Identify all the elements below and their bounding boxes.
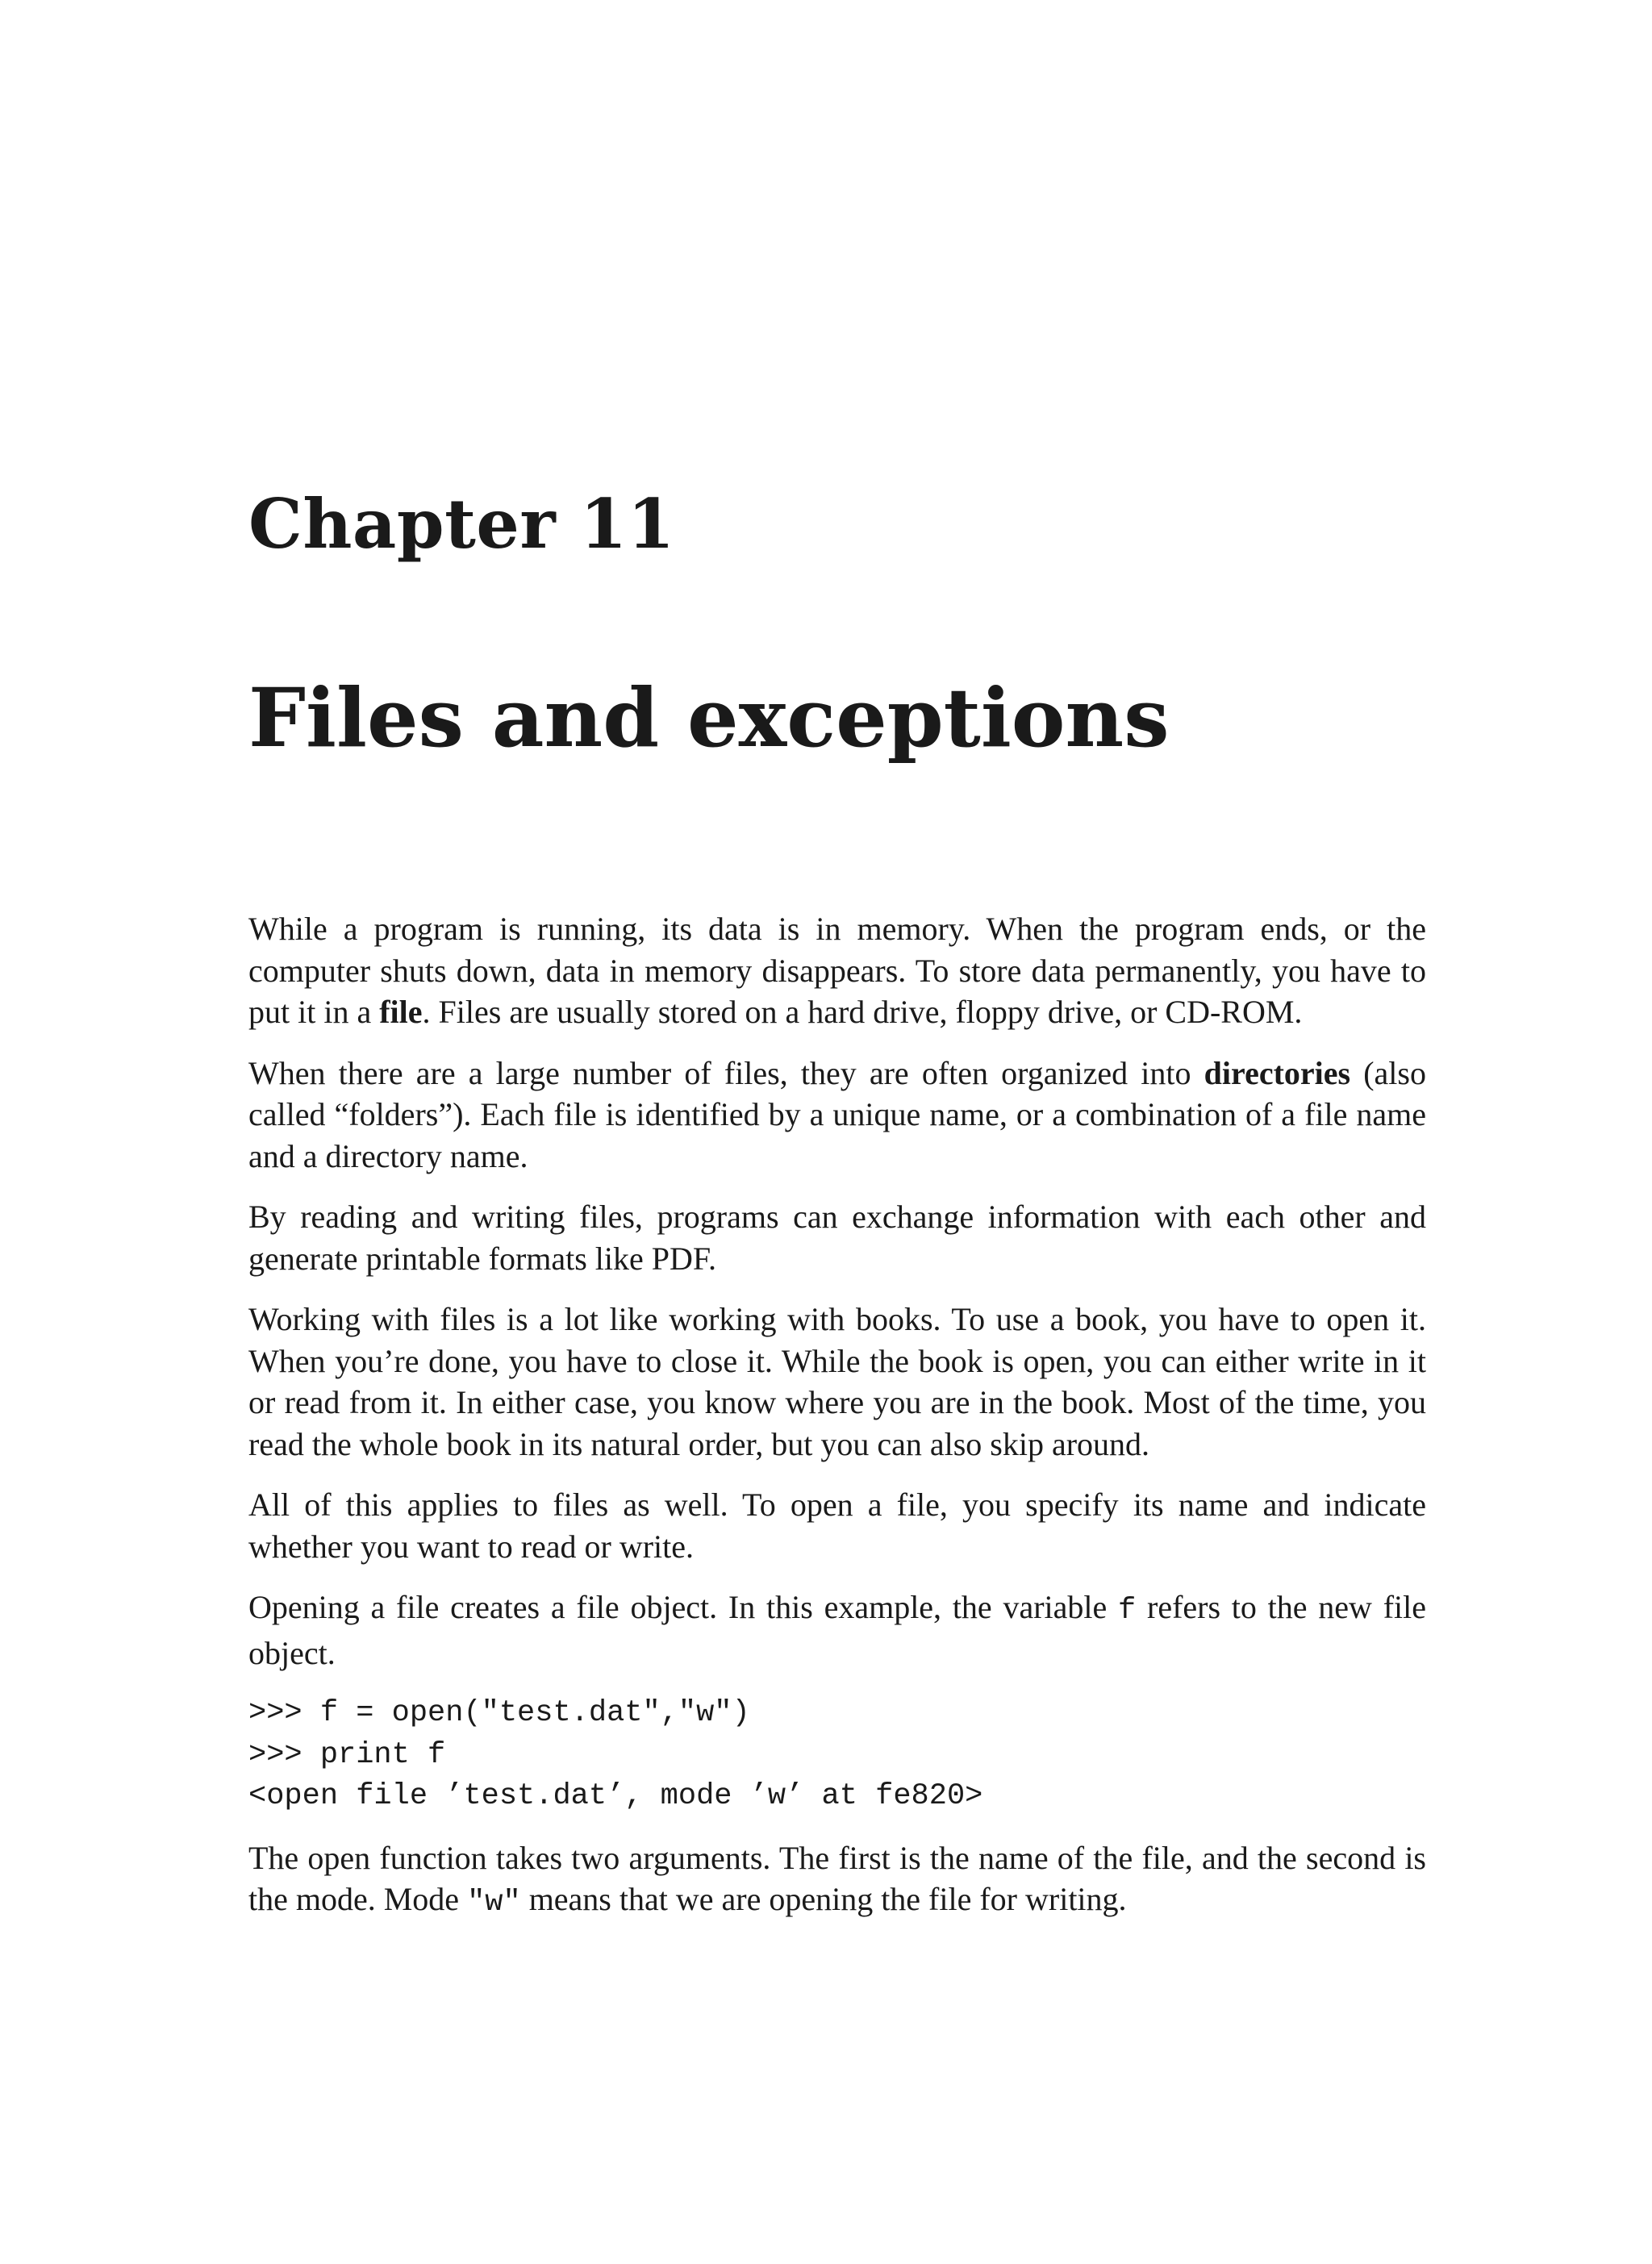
- paragraph-2-text-a: When there are a large number of files, they are often organized into: [248, 1054, 1204, 1091]
- paragraph-6-text-b: refers to the new file object.: [248, 1589, 1426, 1671]
- paragraph-7-text-a: The open function takes two arguments. The first is the name of the file, and the second is the mode. Mode: [248, 1839, 1426, 1917]
- code-line: <open file ’test.dat’, mode ’w’ at fe820>: [248, 1779, 983, 1813]
- paragraph-6-text-a: Opening a file creates a file object. In this example, the variable: [248, 1589, 1119, 1625]
- chapter-title: Files and exceptions: [248, 670, 1170, 765]
- code-block: [248, 1693, 1426, 1818]
- code-line: >>> print f: [248, 1737, 446, 1772]
- document-page: [248, 0, 1426, 2264]
- inline-code-f: f: [1118, 1594, 1137, 1628]
- paragraph-4: Working with files is a lot like working with books. To use a book, you have to open it. When you’re done, you have to close it. While the book is open, you can either write in it or read from it. In either case, you know where you are in the book. Most of the time, you read the whole book in its natural order, but you can also skip around.: [248, 1301, 1426, 1462]
- paragraph-5: All of this applies to files as well. To open a file, you specify its name and indicate whether you want to read or write.: [248, 1486, 1426, 1565]
- term-directories: directories: [1204, 1054, 1351, 1091]
- paragraph-2-text-b: (also called “folders”). Each file is identified by a unique name, or a combination of a file name and a directory name.: [248, 1054, 1426, 1174]
- paragraph-7-text-b: means that we are opening the file for writing.: [520, 1881, 1127, 1917]
- chapter-number: Chapter 11: [248, 484, 675, 564]
- chapter-body: [248, 908, 1426, 1944]
- inline-code-mode: "w": [467, 1886, 521, 1920]
- paragraph-3: By reading and writing files, programs can exchange information with each other and generate printable formats like PDF.: [248, 1199, 1426, 1277]
- term-file: file: [379, 994, 423, 1030]
- paragraph-2: [248, 1053, 1426, 1178]
- code-line: >>> f = open("test.dat","w"): [248, 1696, 750, 1730]
- paragraph-1-text-b: . Files are usually stored on a hard drive, floppy drive, or CD-ROM.: [422, 994, 1303, 1030]
- paragraph-6: [248, 1586, 1426, 1674]
- paragraph-7: [248, 1837, 1426, 1924]
- paragraph-1-text-a: While a program is running, its data is in memory. When the program ends, or the computer shuts down, data in memory disappears. To store data permanently, you have to put it in a: [248, 911, 1426, 1030]
- paragraph-1: [248, 908, 1426, 1033]
